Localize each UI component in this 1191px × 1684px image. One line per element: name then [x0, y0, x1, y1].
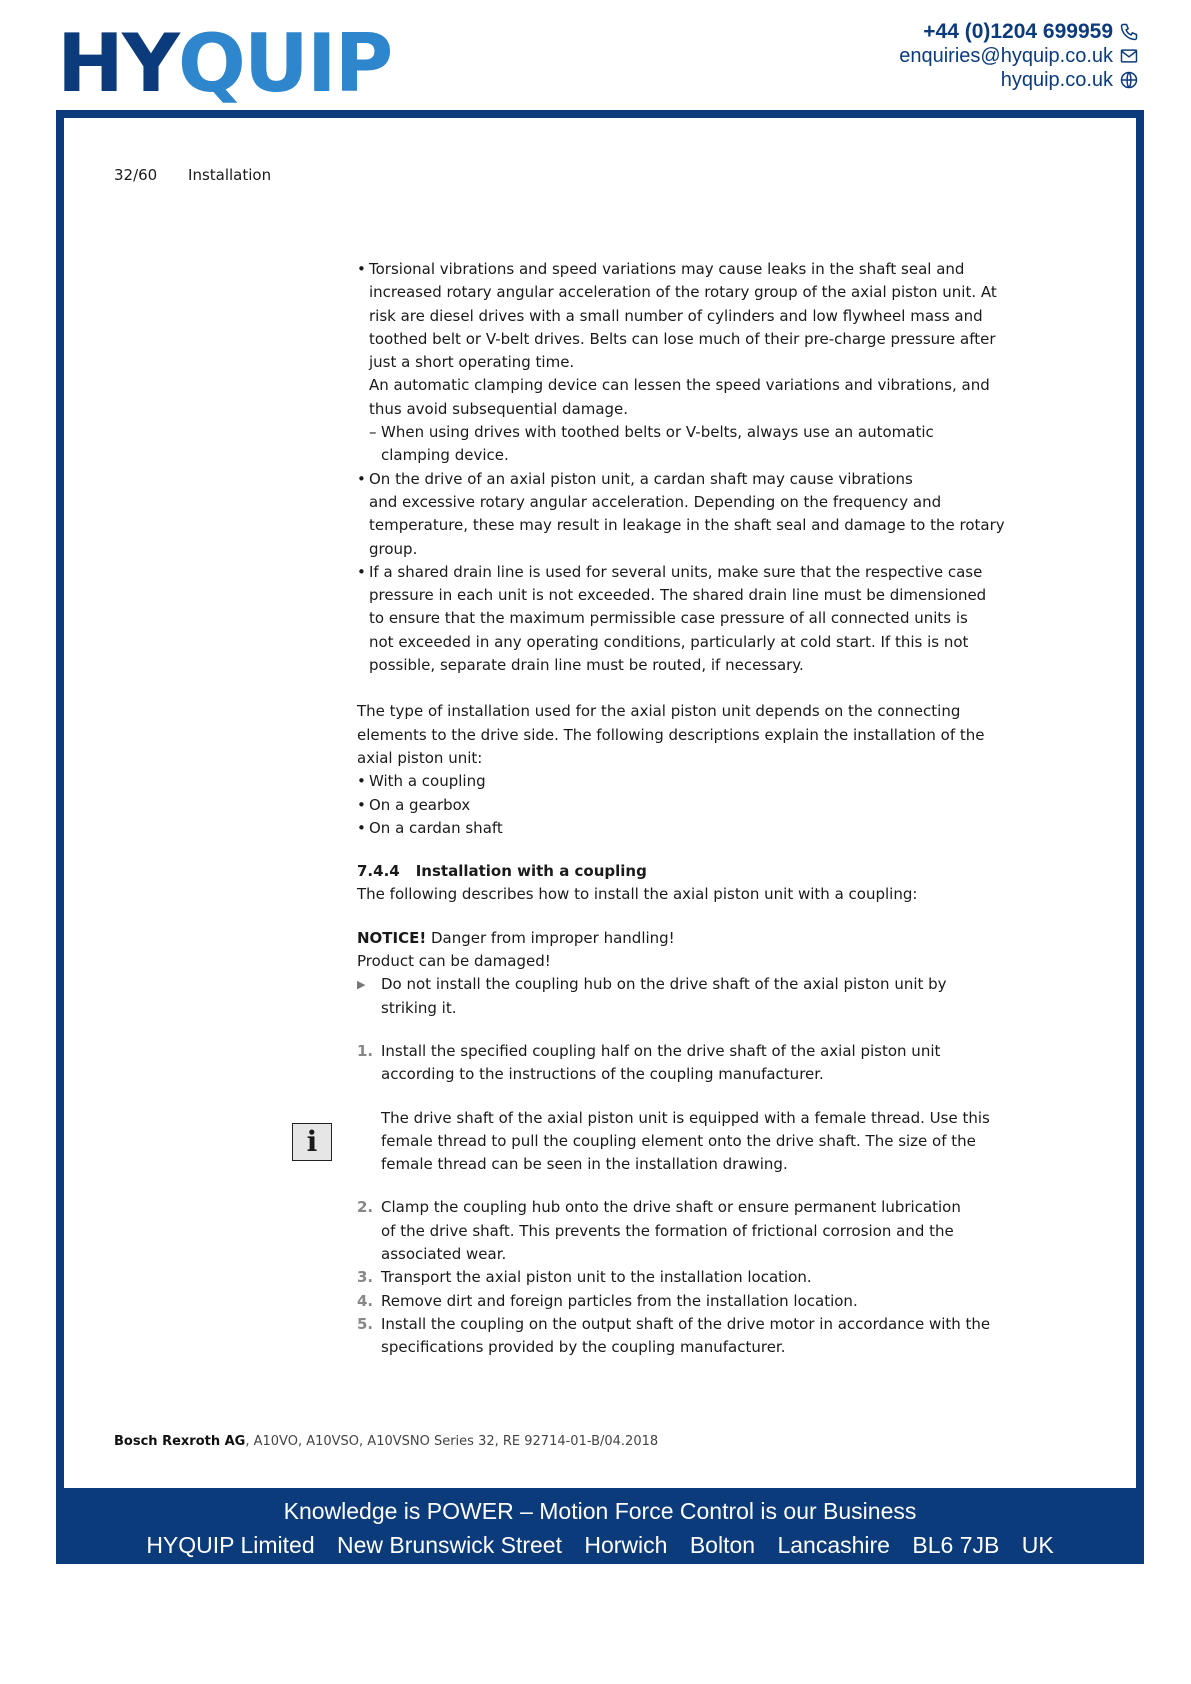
page-number: 32/60: [114, 166, 158, 184]
text-line: thus avoid subsequential damage.: [369, 399, 629, 418]
bullet-drain-line: [357, 561, 1017, 677]
info-note: [357, 1107, 1017, 1177]
text-line: risk are diesel drives with a small number of cylinders and low flywheel mass and: [369, 306, 983, 325]
document-footer: [114, 1434, 658, 1449]
section-name: Installation: [188, 166, 272, 184]
text-line: An automatic clamping device can lessen the speed variations and vibrations, and: [369, 376, 990, 395]
step-number: 1.: [357, 1041, 374, 1060]
text-line: • Torsional vibrations and speed variations may cause leaks in the shaft seal and: [369, 260, 965, 278]
bullet-cardan: [357, 468, 1017, 561]
text-line: axial piston unit:: [357, 748, 483, 767]
page-header: [114, 166, 271, 184]
address-street: New Brunswick Street: [337, 1532, 562, 1558]
email-row: [899, 44, 1139, 68]
text-line: Transport the axial piston unit to the installation location.: [381, 1268, 812, 1287]
step-number: 5.: [357, 1314, 374, 1333]
phone-number[interactable]: +44 (0)1204 699959: [923, 20, 1113, 43]
footer-band: [56, 1488, 1144, 1564]
hyquip-logo: [57, 17, 392, 110]
step-1: [357, 1040, 1017, 1087]
text-line: ▶ Do not install the coupling hub on the drive shaft of the axial piston unit by: [381, 975, 947, 994]
website-link[interactable]: hyquip.co.uk: [1000, 69, 1113, 91]
text-line: – When using drives with toothed belts or V-belts, always use an automatic: [381, 423, 934, 442]
main-content: [357, 258, 1017, 1359]
text-line: pressure in each unit is not exceeded. The shared drain line must be dimensioned: [369, 586, 987, 605]
step-4: [357, 1290, 1017, 1313]
step-number: 3.: [357, 1268, 374, 1287]
step-number: 2.: [357, 1198, 374, 1217]
section-heading: [357, 860, 1017, 883]
step-3: [357, 1266, 1017, 1289]
section-number: 7.4.4: [357, 862, 400, 881]
footer-company: Bosch Rexroth AG: [114, 1434, 246, 1449]
text-line: toothed belt or V-belt drives. Belts can lose much of their pre-charge pressure after: [369, 329, 996, 348]
address-postcode: BL6 7JB: [912, 1532, 1000, 1558]
text-line: to ensure that the maximum permissible case pressure of all connected units is: [369, 609, 968, 628]
logo-text-quip: QUIP: [177, 17, 392, 110]
installation-type-paragraph: [357, 700, 1017, 770]
section-intro: The following describes how to install the axial piston unit with a coupling:: [357, 885, 918, 904]
notice-consequence: Product can be damaged!: [357, 952, 551, 971]
contact-block: [899, 20, 1139, 92]
text-line: female thread can be seen in the installation drawing.: [381, 1155, 788, 1174]
notice-line: [357, 927, 1017, 950]
website-row: [899, 68, 1139, 92]
address-town: Horwich: [584, 1532, 668, 1558]
text-line: The drive shaft of the axial piston unit is equipped with a female thread. Use this: [381, 1108, 990, 1127]
text-line: • On the drive of an axial piston unit, a cardan shaft may cause vibrations: [369, 469, 913, 488]
envelope-icon: [1119, 46, 1139, 66]
footer-address: [56, 1532, 1144, 1559]
step-number: 4.: [357, 1291, 374, 1310]
text-line: elements to the drive side. The following descriptions explain the installation of the: [357, 725, 985, 744]
notice-label: NOTICE!: [357, 928, 427, 947]
address-county: Lancashire: [777, 1532, 890, 1558]
text-line: increased rotary angular acceleration of the rotary group of the axial piston unit. At: [369, 283, 997, 302]
text-line: Install the specified coupling half on the drive shaft of the axial piston unit: [381, 1041, 941, 1060]
notice-action: [357, 973, 1017, 1020]
section-title: Installation with a coupling: [415, 862, 647, 881]
phone-icon: [1119, 22, 1139, 42]
email-link[interactable]: enquiries@hyquip.co.uk: [899, 45, 1113, 67]
bullet-torsional: [357, 258, 1017, 421]
text-line: of the drive shaft. This prevents the formation of frictional corrosion and the: [381, 1221, 954, 1240]
text-line: associated wear.: [381, 1244, 507, 1263]
globe-icon: [1119, 70, 1139, 90]
address-country: UK: [1021, 1532, 1054, 1558]
text-line: clamping device.: [381, 446, 509, 465]
notice-text: Danger from improper handling!: [426, 928, 675, 947]
text-line: striking it.: [381, 998, 457, 1017]
text-line: • If a shared drain line is used for several units, make sure that the respective case: [369, 562, 983, 581]
text-line: Clamp the coupling hub onto the drive shaft or ensure permanent lubrication: [381, 1198, 961, 1217]
list-item: • On a gearbox: [357, 794, 1017, 817]
text-line: temperature, these may result in leakage in the shaft seal and damage to the rotary: [369, 516, 1005, 535]
text-line: specifications provided by the coupling manufacturer.: [381, 1338, 786, 1357]
footer-details: , A10VO, A10VSO, A10VSNO Series 32, RE 92714-01-B/04.2018: [245, 1434, 659, 1449]
text-line: and excessive rotary angular acceleration. Depending on the frequency and: [369, 492, 942, 511]
text-line: group.: [369, 539, 418, 558]
text-line: not exceeded in any operating conditions, particularly at cold start. If this is not: [369, 632, 969, 651]
phone-row: [899, 20, 1139, 44]
footer-slogan: Knowledge is POWER – Motion Force Control is our Business: [283, 1498, 917, 1524]
step-2: [357, 1196, 1017, 1266]
list-item: • With a coupling: [357, 770, 1017, 793]
text-line: Install the coupling on the output shaft of the drive motor in accordance with the: [381, 1314, 991, 1333]
list-item: • On a cardan shaft: [357, 817, 1017, 840]
step-5: [357, 1313, 1017, 1360]
logo-text-hy: HY: [57, 17, 178, 110]
address-company: HYQUIP Limited: [146, 1532, 315, 1558]
text-line: The type of installation used for the axial piston unit depends on the connecting: [357, 702, 961, 721]
text-line: possible, separate drain line must be routed, if necessary.: [369, 656, 804, 675]
text-line: just a short operating time.: [369, 353, 575, 372]
text-line: according to the instructions of the coupling manufacturer.: [381, 1065, 824, 1084]
text-line: female thread to pull the coupling element onto the drive shaft. The size of the: [381, 1131, 976, 1150]
info-icon: i: [292, 1123, 332, 1161]
text-line: Remove dirt and foreign particles from the installation location.: [381, 1291, 858, 1310]
address-city: Bolton: [689, 1532, 756, 1558]
dash-item-clamping: [357, 421, 1017, 468]
